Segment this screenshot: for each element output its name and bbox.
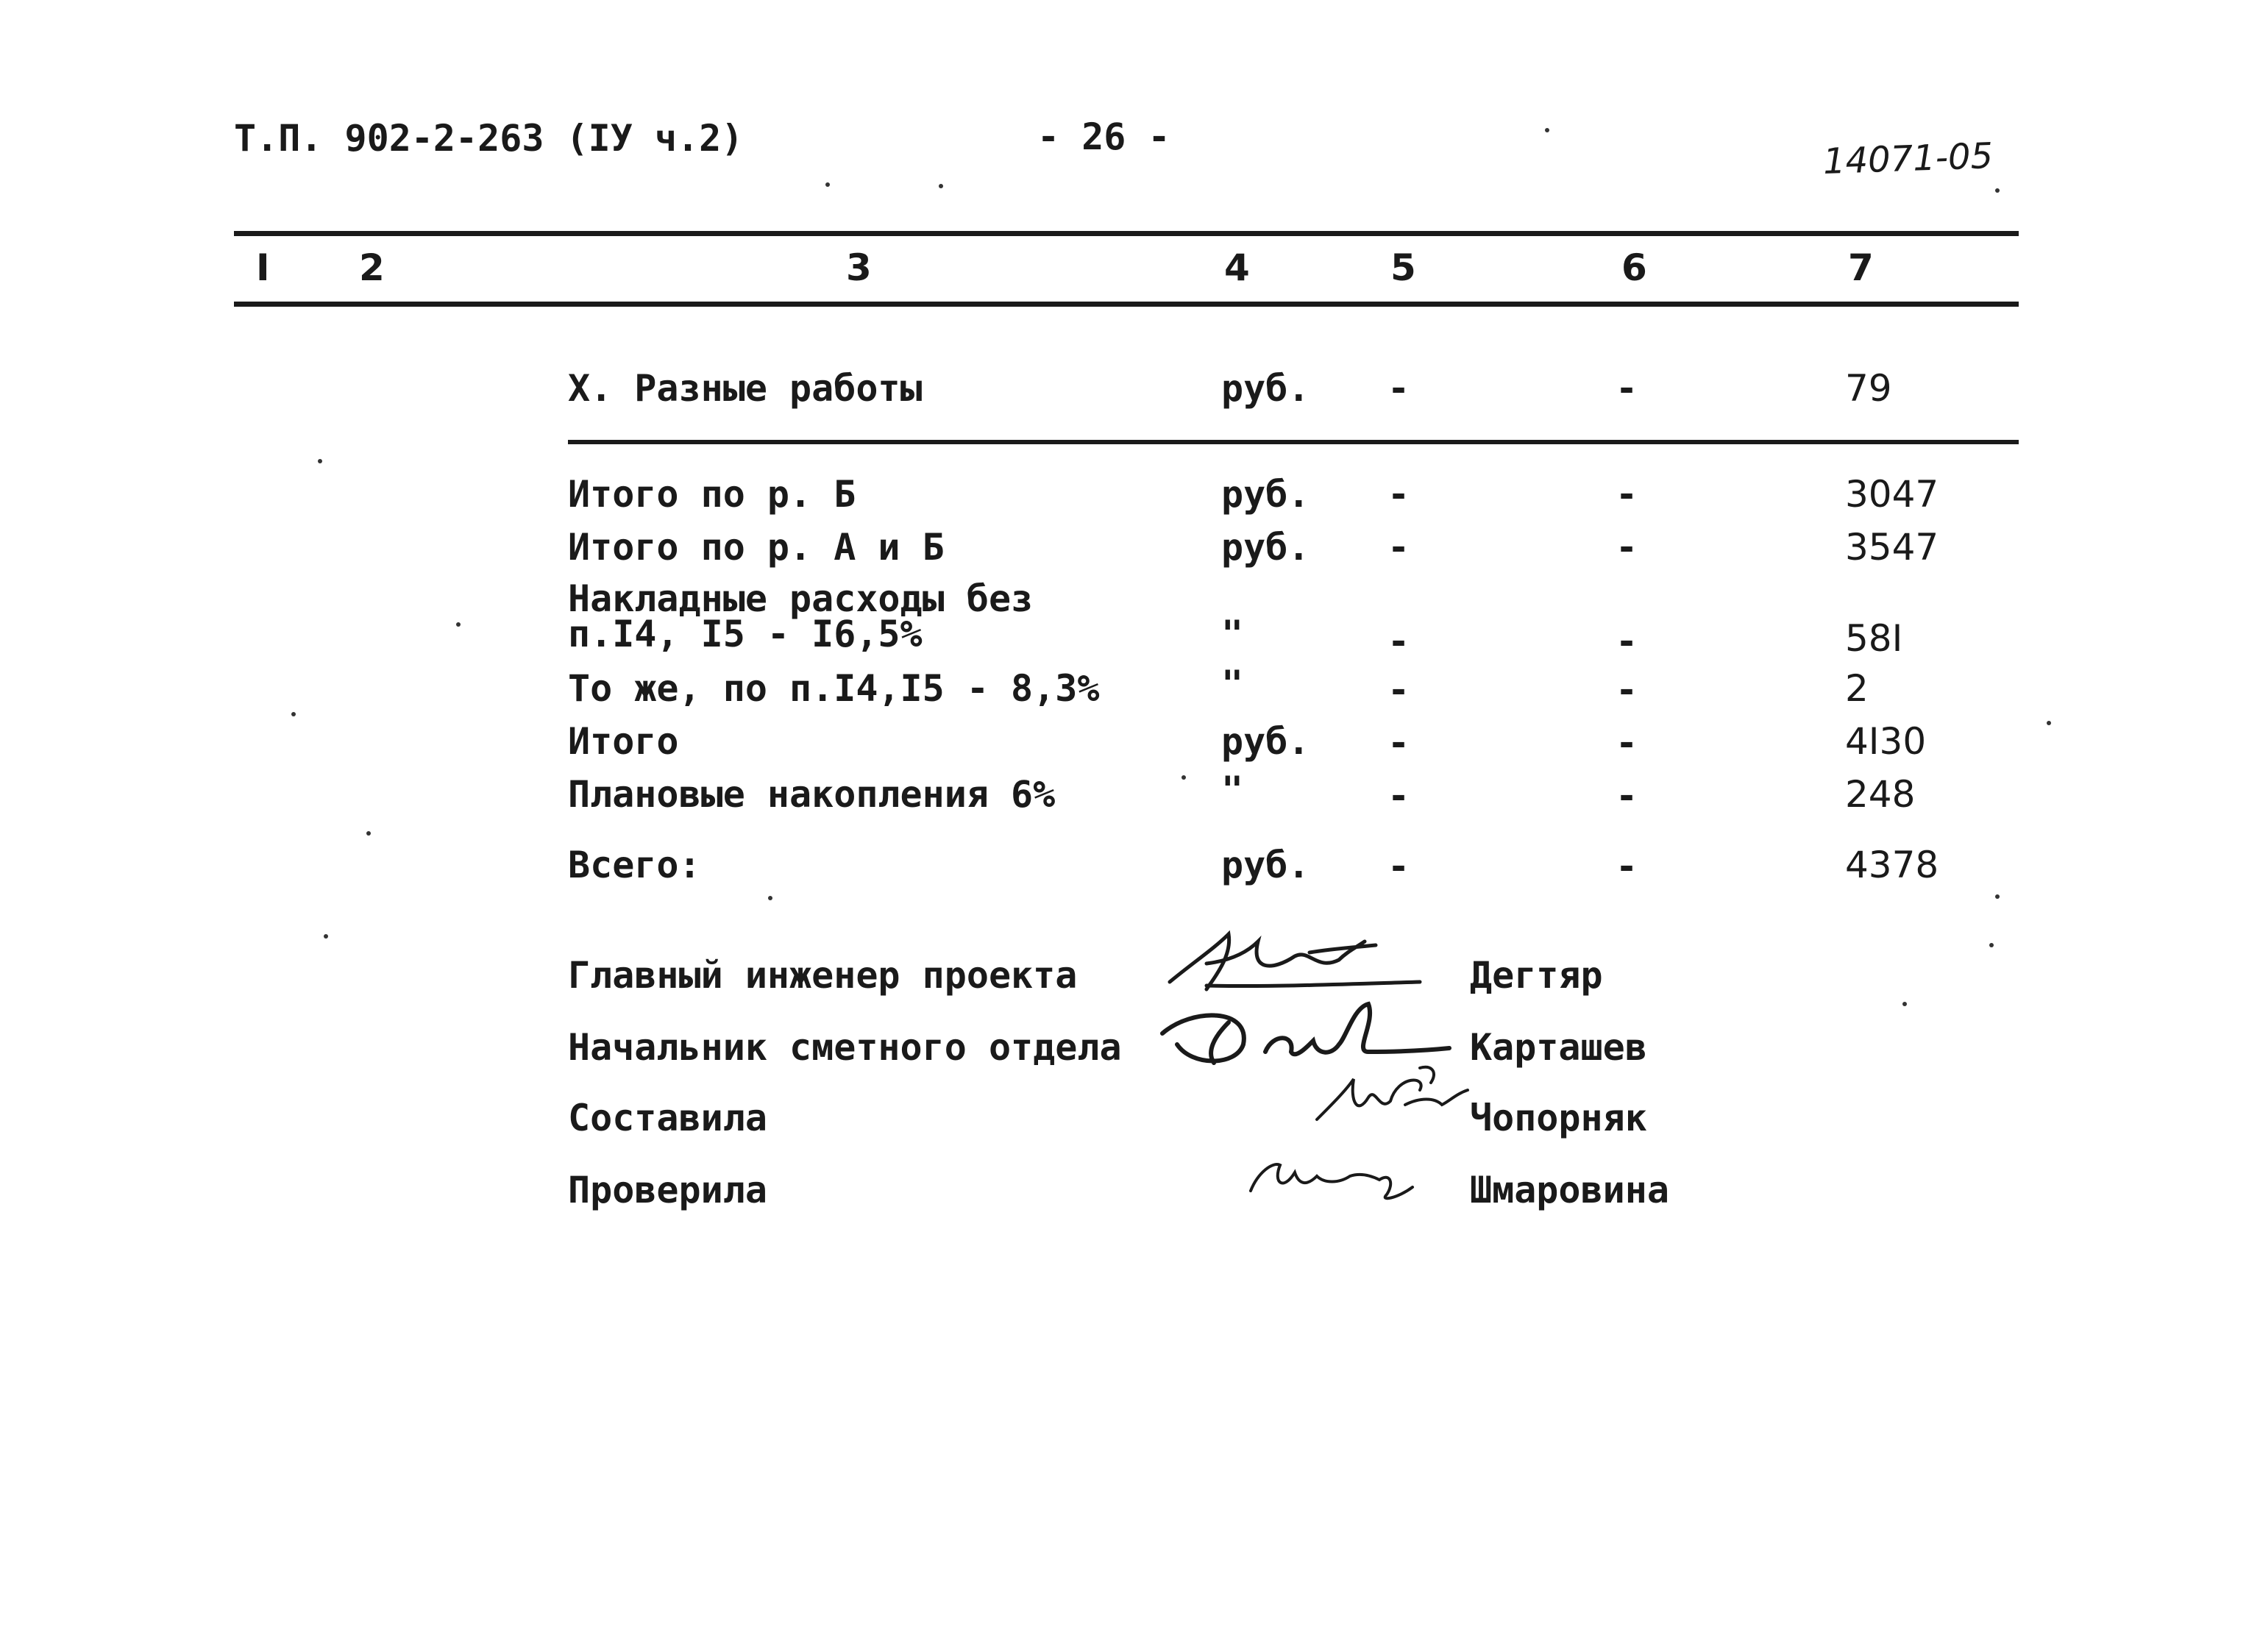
- section-unit: руб.: [1221, 367, 1310, 410]
- column-header-6: 6: [1621, 246, 1647, 289]
- column-header-3: 3: [846, 246, 872, 289]
- row-unit: руб.: [1221, 720, 1310, 763]
- scan-speck: [768, 896, 772, 900]
- document-number: 14071-05: [1822, 135, 1994, 183]
- scan-speck: [2047, 721, 2051, 725]
- row-value: 4I30: [1845, 720, 1927, 763]
- row-label-line1: Накладные расходы без: [568, 577, 1034, 620]
- section-col6: -: [1616, 367, 1638, 410]
- row-value: 3547: [1845, 526, 1939, 569]
- table-header-bottom-rule: [234, 302, 2019, 307]
- signature-name: Шмаровина: [1470, 1169, 1669, 1211]
- row-value: 248: [1845, 773, 1916, 816]
- scan-speck: [1989, 943, 1994, 947]
- section-name: Х. Разные работы: [568, 367, 923, 410]
- column-header-1: I: [256, 246, 270, 289]
- row-col5: -: [1387, 473, 1410, 516]
- row-col6: -: [1616, 775, 1638, 817]
- handwritten-signature-1: [1162, 919, 1427, 1000]
- scan-speck: [939, 184, 943, 188]
- signature-name: Карташев: [1470, 1026, 1647, 1069]
- row-col6: -: [1616, 845, 1638, 888]
- row-unit: ": [1221, 613, 1244, 655]
- row-value: 3047: [1845, 473, 1939, 516]
- row-col6: -: [1616, 722, 1638, 764]
- handwritten-signature-3: [1310, 1061, 1471, 1134]
- row-label: Всего:: [568, 844, 701, 886]
- row-col5: -: [1387, 526, 1410, 569]
- scan-speck: [324, 934, 328, 939]
- section-bottom-rule: [568, 440, 2019, 444]
- row-value: 4378: [1845, 844, 1939, 886]
- signature-name: Дегтяр: [1470, 954, 1603, 997]
- section-value: 79: [1845, 367, 1892, 410]
- column-header-4: 4: [1224, 246, 1250, 289]
- row-unit: руб.: [1221, 473, 1310, 516]
- row-col6: -: [1616, 669, 1638, 711]
- page-number: - 26 -: [1037, 115, 1170, 158]
- row-label: Итого по р. А и Б: [568, 526, 945, 569]
- section-col5: -: [1387, 367, 1410, 410]
- row-col5: -: [1387, 620, 1410, 663]
- row-col6: -: [1616, 526, 1638, 569]
- scan-speck: [825, 182, 830, 187]
- signature-role: Составила: [568, 1097, 767, 1139]
- row-value: 2: [1845, 667, 1869, 710]
- scan-speck: [456, 622, 461, 627]
- scan-speck: [1181, 775, 1186, 780]
- row-col5: -: [1387, 845, 1410, 888]
- row-col5: -: [1387, 669, 1410, 711]
- signature-role: Главный инженер проекта: [568, 954, 1078, 997]
- row-col5: -: [1387, 722, 1410, 764]
- row-value: 58I: [1845, 617, 1903, 660]
- row-label: Итого: [568, 720, 679, 763]
- row-unit: руб.: [1221, 526, 1310, 569]
- column-header-2: 2: [359, 246, 385, 289]
- row-label: То же, по п.I4,I5 - 8,3%: [568, 667, 1100, 710]
- row-unit: руб.: [1221, 844, 1310, 886]
- scan-speck: [1902, 1002, 1907, 1006]
- row-unit: ": [1221, 663, 1244, 705]
- row-unit: ": [1221, 769, 1244, 811]
- column-header-7: 7: [1848, 246, 1874, 289]
- column-header-5: 5: [1390, 246, 1416, 289]
- scan-speck: [291, 712, 296, 716]
- row-label: Итого по р. Б: [568, 473, 856, 516]
- row-col6: -: [1616, 620, 1638, 663]
- signature-role: Начальник сметного отдела: [568, 1026, 1122, 1069]
- signature-role: Проверила: [568, 1169, 767, 1211]
- document-reference: Т.П. 902-2-263 (IУ ч.2): [234, 117, 744, 160]
- scan-speck: [318, 459, 322, 463]
- row-col5: -: [1387, 775, 1410, 817]
- signature-name: Чопорняк: [1470, 1097, 1647, 1139]
- row-col6: -: [1616, 473, 1638, 516]
- handwritten-signature-4: [1243, 1143, 1420, 1209]
- scan-speck: [1545, 128, 1549, 132]
- scan-speck: [1995, 894, 2000, 899]
- scan-speck: [1995, 188, 2000, 193]
- row-label: Плановые накопления 6%: [568, 773, 1056, 816]
- row-label-line2: п.I4, I5 - I6,5%: [568, 613, 923, 655]
- scan-speck: [366, 831, 371, 836]
- table-top-rule: [234, 231, 2019, 236]
